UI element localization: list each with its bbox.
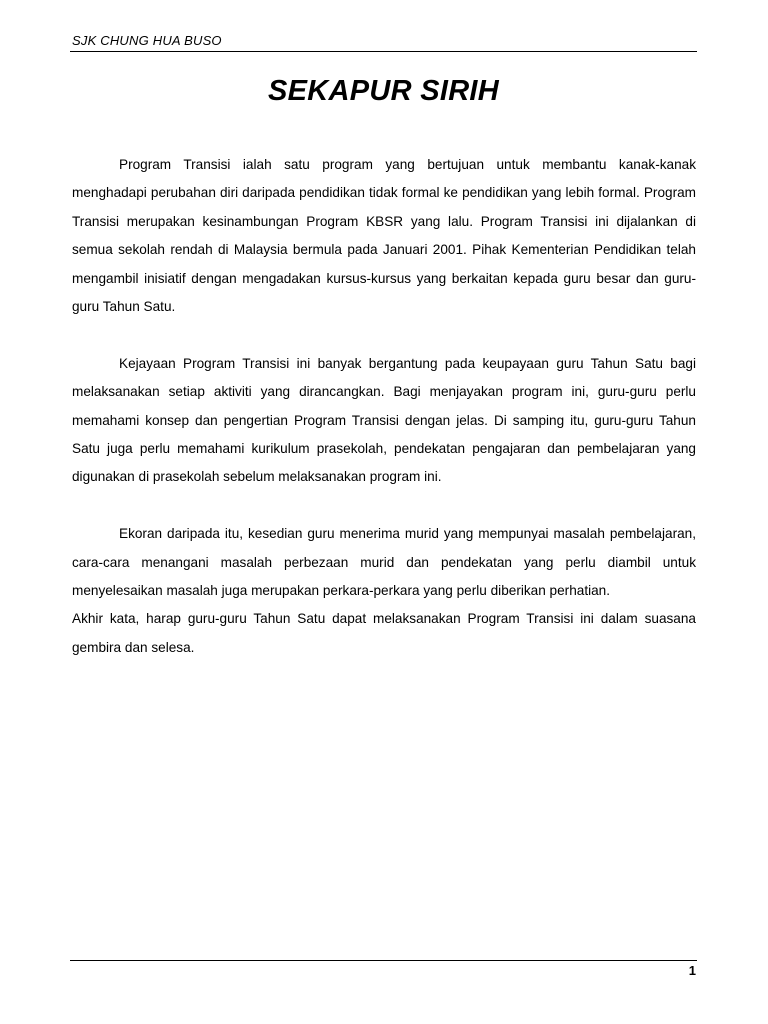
page-number: 1 (688, 963, 696, 978)
paragraph-2: Kejayaan Program Transisi ini banyak bergantung pada keupayaan guru Tahun Satu bagi melaksanakan setiap aktiviti yang dirancangkan. Bagi menjayakan program ini, guru-guru perlu memahami konsep dan pengertian Program Transisi dengan jelas. Di samping itu, guru-guru Tahun Satu juga perlu memahami kurikulum prasekolah, pendekatan pengajaran dan pembelajaran yang digunakan di prasekolah sebelum melaksanakan program ini. (72, 355, 696, 485)
paragraph-1: Program Transisi ialah satu program yang bertujuan untuk membantu kanak-kanak menghadapi perubahan diri daripada pendidikan tidak formal ke pendidikan yang lebih formal. Program Transisi merupakan kesinambungan Program KBSR yang lalu. Program Transisi ini dijalankan di semua sekolah rendah di Malaysia bermula pada Januari 2001. Pihak Kementerian Pendidikan telah mengambil inisiatif dengan mengadakan kursus-kursus yang berkaitan kepada guru besar dan guru-guru Tahun Satu. (72, 157, 696, 315)
document-body (72, 151, 696, 662)
footer-divider (70, 960, 697, 961)
page-title: SEKAPUR SIRIH (267, 75, 500, 107)
paragraph-3: Ekoran daripada itu, kesedian guru menerima murid yang mempunyai masalah pembelajaran, cara-cara menangani masalah perbezaan murid dan pendekatan yang perlu diambil untuk menyelesaikan masalah juga merupakan perkara-perkara yang perlu diberikan perhatian. (72, 526, 696, 599)
header-divider (70, 51, 697, 52)
paragraph-4: Akhir kata, harap guru-guru Tahun Satu dapat melaksanakan Program Transisi ini dalam suasana gembira dan selesa. (72, 611, 696, 655)
running-header: SJK CHUNG HUA BUSO (72, 33, 222, 48)
